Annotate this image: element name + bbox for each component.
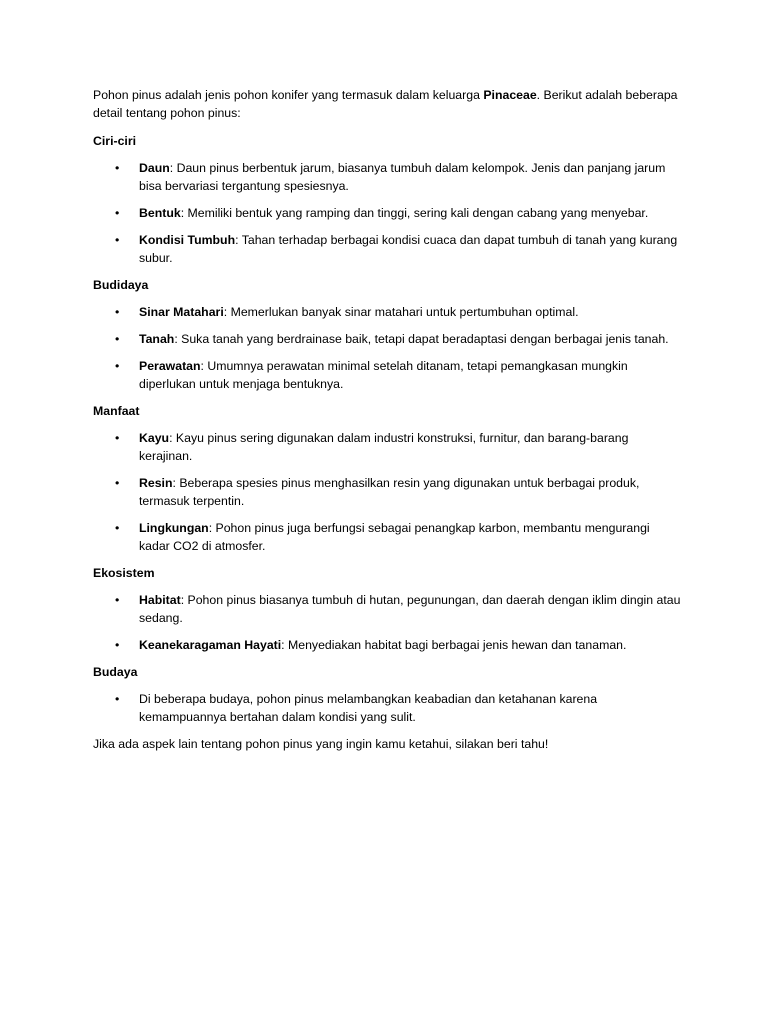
item-term: Resin: [139, 476, 173, 490]
list-item: [93, 303, 683, 321]
item-text: : Kayu pinus sering digunakan dalam industri konstruksi, furnitur, dan barang-barang kerajinan.: [139, 431, 629, 463]
item-term: Tanah: [139, 332, 175, 346]
bullet-list: [93, 429, 683, 555]
item-term: Daun: [139, 161, 170, 175]
intro-bold-term: Pinaceae: [483, 88, 537, 102]
section-heading: Budaya: [93, 665, 138, 679]
section-ciri-ciri: [93, 132, 683, 267]
list-item: [93, 519, 683, 555]
section-manfaat: [93, 402, 683, 555]
bullet-icon: •: [115, 593, 120, 607]
item-term: Perawatan: [139, 359, 201, 373]
intro-text-after: . Berikut adalah beberapa detail tentang pohon pinus:: [93, 88, 678, 120]
section-ekosistem: [93, 564, 683, 654]
bullet-icon: •: [115, 305, 120, 319]
bullet-list: [93, 690, 683, 726]
list-item: [93, 591, 683, 627]
closing-paragraph: Jika ada aspek lain tentang pohon pinus yang ingin kamu ketahui, silakan beri tahu!: [93, 737, 549, 751]
item-text: : Suka tanah yang berdrainase baik, tetapi dapat beradaptasi dengan berbagai jenis tanah.: [174, 332, 669, 346]
section-heading: Ekosistem: [93, 566, 155, 580]
item-text: : Memerlukan banyak sinar matahari untuk pertumbuhan optimal.: [223, 305, 579, 319]
bullet-icon: •: [115, 638, 120, 652]
list-item: [93, 204, 683, 222]
list-item: [93, 231, 683, 267]
section-heading: Ciri-ciri: [93, 134, 137, 148]
list-item: [93, 474, 683, 510]
intro-text-before: Pohon pinus adalah jenis pohon konifer yang termasuk dalam keluarga: [93, 88, 484, 102]
item-text: : Menyediakan habitat bagi berbagai jenis hewan dan tanaman.: [281, 638, 627, 652]
item-text: : Pohon pinus biasanya tumbuh di hutan, pegunungan, dan daerah dengan iklim dingin atau sedang.: [139, 593, 681, 625]
item-text: : Beberapa spesies pinus menghasilkan resin yang digunakan untuk berbagai produk, termasuk terpentin.: [139, 476, 640, 508]
item-term: Habitat: [139, 593, 181, 607]
item-text: : Memiliki bentuk yang ramping dan tinggi, sering kali dengan cabang yang menyebar.: [180, 206, 649, 220]
item-text: : Tahan terhadap berbagai kondisi cuaca dan dapat tumbuh di tanah yang kurang subur.: [139, 233, 678, 265]
list-item: [93, 357, 683, 393]
item-term: Lingkungan: [139, 521, 209, 535]
section-budaya: [93, 663, 683, 726]
item-term: Kondisi Tumbuh: [139, 233, 236, 247]
bullet-icon: •: [115, 233, 120, 247]
list-item: [93, 330, 683, 348]
item-text: : Daun pinus berbentuk jarum, biasanya tumbuh dalam kelompok. Jenis dan panjang jarum bisa bervariasi tergantung spesiesnya.: [139, 161, 666, 193]
item-text: Di beberapa budaya, pohon pinus melambangkan keabadian dan ketahanan karena kemampuannya bertahan dalam kondisi yang sulit.: [139, 692, 598, 724]
bullet-list: [93, 159, 683, 267]
bullet-icon: •: [115, 206, 120, 220]
item-text: : Umumnya perawatan minimal setelah ditanam, tetapi pemangkasan mungkin diperlukan untuk menjaga bentuknya.: [139, 359, 628, 391]
item-text: : Pohon pinus juga berfungsi sebagai penangkap karbon, membantu mengurangi kadar CO2 di atmosfer.: [139, 521, 650, 553]
item-term: Bentuk: [139, 206, 181, 220]
bullet-icon: •: [115, 521, 120, 535]
list-item: [93, 636, 683, 654]
section-heading: Manfaat: [93, 404, 140, 418]
bullet-icon: •: [115, 431, 120, 445]
list-item: [93, 429, 683, 465]
list-item: [93, 159, 683, 195]
section-budidaya: [93, 276, 683, 393]
item-term: Sinar Matahari: [139, 305, 224, 319]
item-term: Keanekaragaman Hayati: [139, 638, 282, 652]
bullet-icon: •: [115, 161, 120, 175]
section-heading: Budidaya: [93, 278, 149, 292]
document-page: [93, 86, 683, 763]
bullet-icon: •: [115, 359, 120, 373]
intro-paragraph: [93, 86, 683, 122]
bullet-icon: •: [115, 332, 120, 346]
item-term: Kayu: [139, 431, 170, 445]
bullet-list: [93, 303, 683, 393]
bullet-icon: •: [115, 476, 120, 490]
list-item: [93, 690, 683, 726]
bullet-icon: •: [115, 692, 120, 706]
bullet-list: [93, 591, 683, 654]
